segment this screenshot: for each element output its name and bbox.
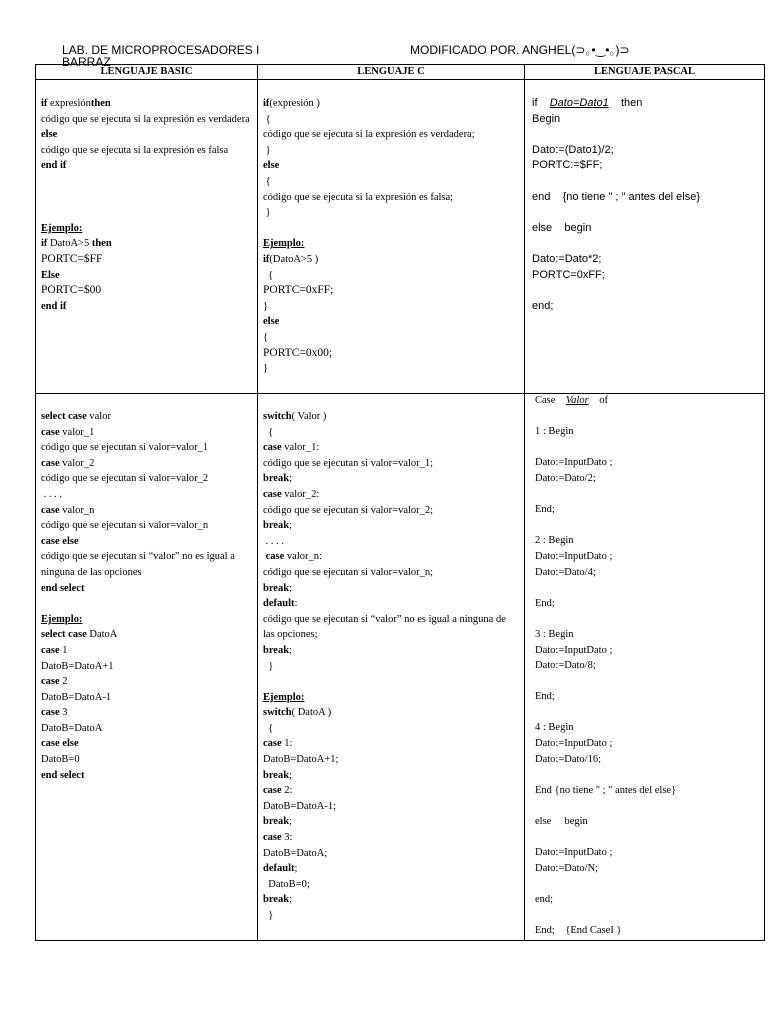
code-line: Dato:=Dato/4; [535,566,596,578]
code-line: End; {End CaseI } [535,925,622,937]
code-line [535,768,759,784]
code-line: PORTC=$FF [41,252,103,265]
code-line: DatoB=DatoA+1 [41,660,114,672]
code-line: DatoB=DatoA+1; [263,754,339,766]
code-line [535,675,759,691]
code-line: { [263,331,269,343]
code-line: case valor_n: [263,551,322,563]
cell-basic-select [36,394,258,941]
code-line: . . . . [41,488,62,500]
code-line: código que se ejecuta si la expresión es falsa; [263,191,454,203]
code-line: break; [263,582,292,594]
code-line: . . . . [263,535,284,547]
code-line [41,174,252,190]
code-line: Dato:=InputDato ; [535,738,613,750]
table-row-select [36,394,765,941]
cell-basic-if [36,80,258,394]
code-line: if DatoA>5 then [41,238,112,250]
code-line: código que se ejecutan si valor=valor_n; [263,566,434,578]
code-line: Dato:=Dato*2; [532,252,602,265]
cell-pascal-if [525,80,765,394]
code-line: case 3: [263,832,293,844]
code-line: PORTC=$00 [41,284,102,297]
code-line: break; [263,520,292,532]
code-line: case 2 [41,676,68,688]
code-line: case else [41,738,79,750]
code-line [535,877,759,893]
code-line: Dato:=Dato/N; [535,862,599,874]
code-line: } [263,207,271,219]
code-line: código que se ejecutan si valor=valor_1; [263,457,434,469]
code-line: DatoB=0; [263,878,310,890]
code-line: { [263,426,274,438]
code-line: código que se ejecutan si “valor” no es igual a ninguna de las opciones [41,551,238,578]
code-line: case 1: [263,738,293,750]
table-row-if [36,80,765,394]
col-header-basic: LENGUAJE BASIC [36,65,258,80]
code-line [535,909,759,925]
code-line: 3 : Begin [535,628,574,640]
code-line: código que se ejecutan si “valor” no es igual a ninguna de las opciones; [263,613,509,641]
code-line [41,205,252,221]
code-line: case valor_1: [263,442,320,454]
code-line: Case Valor of [535,395,608,406]
code-line: case 3 [41,707,68,719]
code-line: Dato:=InputDato ; [535,457,613,469]
code-line: switch( DatoA ) [263,707,332,719]
code-line: PORTC:=$FF; [532,159,603,172]
col-header-pascal: LENGUAJE PASCAL [525,65,765,80]
code-line: else [41,129,58,141]
code-line [535,519,759,535]
code-line: } [263,660,274,672]
code-line: else begin [535,816,588,828]
code-line: Dato:=InputDato ; [535,644,613,656]
code-line [535,410,759,426]
code-line: { [263,113,271,125]
table-header-row [36,65,765,80]
example-label: Ejemplo: [41,613,83,625]
code-line: case 2: [263,785,293,797]
code-line: Dato:=Dato/16; [535,753,601,765]
code-line: } [263,300,269,312]
code-line [41,596,252,612]
code-line: break; [263,473,292,485]
code-line: else begin [532,221,592,234]
code-line: if(expresión ) [263,98,320,109]
code-line: código que se ejecutan si valor=valor_n [41,520,209,532]
code-line [41,190,252,206]
code-line: Else [41,269,60,281]
code-line [535,488,759,504]
code-line: Dato:=InputDato ; [535,550,613,562]
code-line: end if [41,300,67,312]
code-line: break; [263,644,292,656]
code-line: PORTC=0xFF; [532,268,605,281]
code-line: select case DatoA [41,629,118,641]
code-line: end; [535,894,554,905]
code-line: 2 : Begin [535,535,574,547]
code-line: End; [535,597,555,609]
code-line: break; [263,816,292,828]
code-line: end {no tiene " ; " antes del else} [532,190,701,203]
code-line [532,283,759,299]
code-line [532,205,759,221]
code-line: PORTC=0xFF; [263,284,334,297]
code-line: select case valor [41,411,111,422]
code-line: Dato:=Dato/2; [535,472,596,484]
code-line [535,581,759,597]
code-line: Begin [532,112,561,125]
code-line [263,674,519,690]
code-line [535,441,759,457]
code-line: Dato:=Dato/8; [535,660,596,672]
code-line [535,831,759,847]
code-line: 1 : Begin [535,426,574,438]
code-line [535,612,759,628]
code-line: end; [532,299,554,312]
col-header-c: LENGUAJE C [258,65,525,80]
header-left: LAB. DE MICROPROCESADORES I BARRAZ [62,43,260,69]
code-line: case valor_1 [41,426,95,438]
code-line: default: [263,598,298,610]
header-right: MODIFICADO POR. ANGHEL(⊃｡•‿•｡)⊃ [410,43,630,57]
code-line: DatoB=DatoA; [263,847,328,859]
code-line: break; [263,769,292,781]
code-line: break; [263,894,292,906]
comparison-table [35,64,765,941]
code-line: End {no tiene " ; " antes del else} [535,784,677,796]
code-line: if(DatoA>5 ) [263,253,319,265]
code-line: case else [41,535,79,547]
example-label: Ejemplo: [41,222,83,234]
code-line: case 1 [41,644,68,656]
example-label: Ejemplo: [263,691,305,703]
code-line [532,174,759,190]
code-line: End; [535,691,555,703]
code-line: else [263,160,280,172]
code-line: { [263,722,274,734]
code-line: case valor_2: [263,488,320,500]
code-line: { [263,175,271,187]
code-line: Dato:=InputDato ; [535,847,613,859]
code-line: { [263,269,274,281]
code-line: if expresiónthen [41,98,111,109]
code-line: DatoB=DatoA [41,722,103,734]
code-line: código que se ejecuta si la expresión es verdadera; [263,129,475,141]
code-line: case valor_2 [41,457,95,469]
code-line: código que se ejecutan si valor=valor_2; [263,504,434,516]
example-label: Ejemplo: [263,238,305,250]
code-line: Dato:=(Dato1)/2; [532,143,614,156]
code-line: default; [263,863,298,875]
code-line: DatoB=DatoA-1 [41,691,112,703]
code-line: case valor_n [41,504,95,516]
code-line: else [263,316,280,328]
code-line [532,127,759,143]
code-line: End; [535,504,555,516]
code-line: if Dato=Dato1 then [532,97,643,109]
code-line [535,799,759,815]
code-line: DatoB=0 [41,754,80,766]
code-line: código que se ejecutan si valor=valor_2 [41,473,209,485]
code-line: end if [41,160,67,172]
code-line [532,236,759,252]
code-line: PORTC=0x00; [263,346,333,359]
code-line: } [263,144,271,156]
code-line [535,706,759,722]
code-line: DatoB=DatoA-1; [263,800,336,812]
code-line [263,221,519,237]
code-line: end select [41,769,85,781]
cell-c-switch [258,394,525,941]
cell-c-if [258,80,525,394]
code-line: código que se ejecutan si valor=valor_1 [41,442,209,454]
code-line: } [263,363,269,375]
code-line: end select [41,582,85,594]
code-line: código que se ejecuta si la expresión es falsa [41,144,229,156]
code-line: switch( Valor ) [263,411,327,422]
code-line: } [263,910,274,921]
code-line: 4 : Begin [535,722,574,734]
code-line: código que se ejecuta si la expresión es verdadera [41,113,250,125]
cell-pascal-case [525,394,765,941]
